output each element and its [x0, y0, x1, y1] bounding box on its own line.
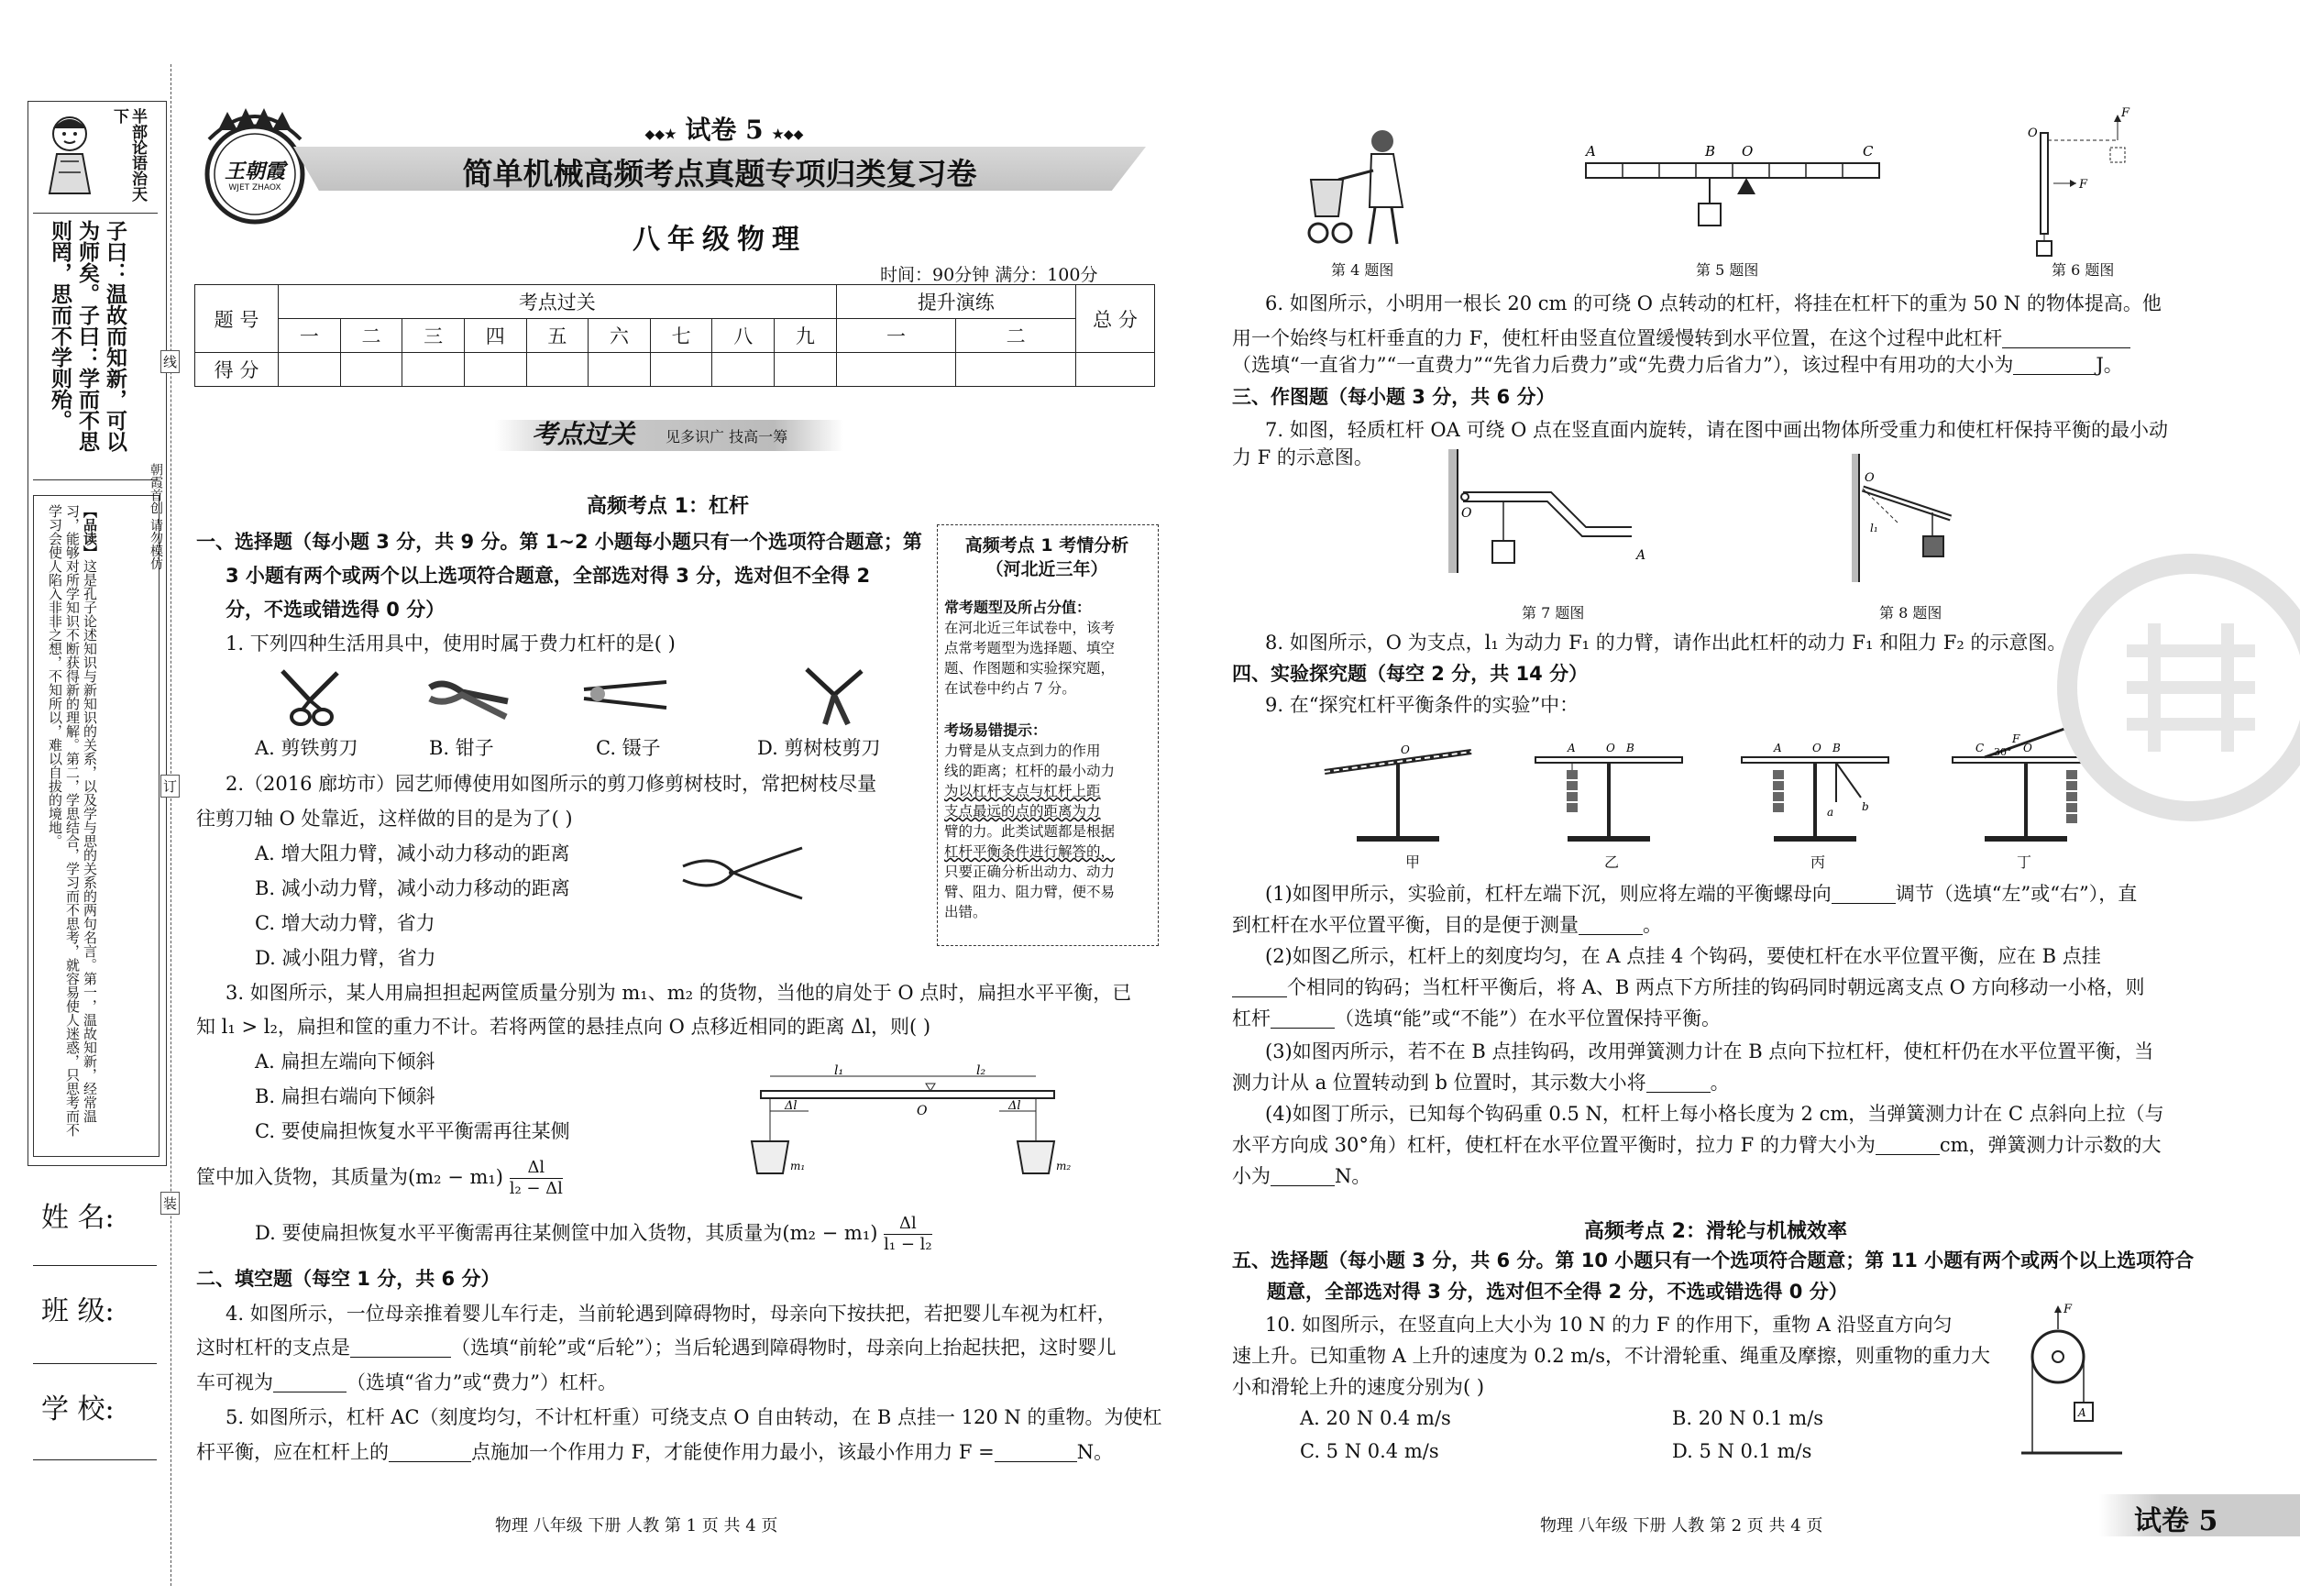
- pruning-shears-icon: [798, 660, 871, 729]
- svg-text:O: O: [1865, 471, 1875, 485]
- answer-blank[interactable]: [1876, 1134, 1940, 1155]
- note-p2-line: 为以杠杆支点与杠杆上距: [944, 783, 1101, 799]
- svg-text:F: F: [2063, 1303, 2073, 1316]
- q2-option-a: A. 增大阻力臂，减小动力移动的距离: [255, 842, 570, 864]
- note-p2-line: 力臂是从支点到力的作用: [944, 743, 1101, 759]
- corner-paper-number: 试卷 5: [2134, 1505, 2218, 1537]
- q9-4-line3: [1232, 1159, 1370, 1194]
- q1-option-c: C. 镊子: [596, 737, 661, 759]
- fig5-caption: 第 5 题图: [1696, 261, 1759, 279]
- note-p1-line: 在试卷中约占 7 分。: [944, 680, 1076, 697]
- svg-text:B: B: [1705, 143, 1716, 160]
- note-p2-line: 出错。: [944, 904, 987, 920]
- col-t2: 二: [956, 319, 1076, 353]
- answer-blank[interactable]: [2002, 327, 2130, 348]
- q10-option-a: A. 20 N 0.4 m/s: [1300, 1407, 1451, 1429]
- col-3: 三: [402, 319, 465, 353]
- experiment-fig-yi: [1531, 733, 1687, 853]
- sec1-line1: 一、选择题（每小题 3 分，共 9 分。第 1~2 小题每小题只有一个选项符合题意；第: [196, 531, 922, 553]
- q4-text: 这时杠杆的支点是: [196, 1337, 350, 1359]
- score-cell[interactable]: [589, 353, 651, 387]
- svg-text:O: O: [2023, 742, 2032, 754]
- sidebar-reading: [46, 504, 98, 1146]
- svg-text:C: C: [1863, 143, 1874, 160]
- q9-3-line2: [1232, 1065, 1730, 1100]
- class-label: 班 级:: [41, 1295, 115, 1327]
- score-cell[interactable]: [464, 353, 526, 387]
- sidebar-top-label: 半部论语治天下: [110, 108, 147, 202]
- score-cell[interactable]: [1076, 353, 1155, 387]
- answer-blank[interactable]: [350, 1337, 451, 1358]
- q1-option-d: D. 剪树枝剪刀: [757, 737, 881, 759]
- cut-mark-1: 线: [160, 350, 180, 373]
- answer-blank[interactable]: [1646, 1072, 1711, 1093]
- svg-text:O: O: [1401, 743, 1410, 756]
- q9-3-line1: (3)如图丙所示，若不在 B 点挂钩码，改用弹簧测力计在 B 点向下拉杠杆，使杠杆仍在水平位置平衡，当: [1265, 1040, 2154, 1062]
- brand-logo-sub: WJET ZHAOX: [228, 183, 281, 193]
- note-p1-line: 在河北近三年试卷中，该考: [944, 620, 1116, 636]
- q3-option-d: [255, 1214, 932, 1255]
- col-2: 二: [340, 319, 402, 353]
- q4-text: （选填“省力”或“费力”）杠杆。: [347, 1371, 617, 1393]
- row-label-score: 得 分: [195, 353, 279, 387]
- sidebar-side-note: 朝霞首创 请勿模仿: [149, 463, 163, 570]
- left-footer: 物理 八年级 下册 人教 第 1 页 共 4 页: [495, 1516, 778, 1535]
- col-5: 五: [526, 319, 589, 353]
- q10-line2: 速上升。已知重物 A 上升的速度为 0.2 m/s，不计滑轮重、绳重及摩擦，则重物的重力大: [1232, 1345, 1991, 1367]
- paper-number-text: 试卷 5: [685, 115, 764, 145]
- note-p2-line: 只要正确分析出动力、动力: [944, 864, 1116, 880]
- garden-shears-figure: [678, 843, 807, 908]
- right-footer: 物理 八年级 下册 人教 第 2 页 共 4 页: [1540, 1516, 1823, 1535]
- class-field-line[interactable]: [33, 1363, 157, 1364]
- q4-line3: [196, 1365, 617, 1400]
- school-field-line[interactable]: [33, 1459, 157, 1460]
- score-cell[interactable]: [712, 353, 775, 387]
- q6-line1: 6. 如图所示，小明用一根长 20 cm 的可绕 O 点转动的杠杆，将挂在杠杆下的重为 50 N 的物体提高。他: [1265, 292, 2162, 314]
- banner-title: 考点过关: [532, 419, 635, 449]
- experiment-fig-jia: [1320, 733, 1476, 853]
- total-label: 总 分: [1076, 285, 1155, 353]
- stroller-mother-figure: [1302, 125, 1421, 248]
- col-6: 六: [589, 319, 651, 353]
- svg-text:m₂: m₂: [1056, 1160, 1072, 1172]
- sec5-line2: 题意，全部选对得 3 分，选对但不全得 2 分，不选或错选得 0 分）: [1267, 1281, 1848, 1303]
- score-cell[interactable]: [279, 353, 341, 387]
- tweezers-icon: [579, 671, 671, 717]
- q9-2-line2: [1232, 970, 2145, 1005]
- q4-line2: [196, 1330, 1116, 1365]
- tin-snips-icon: [273, 664, 347, 728]
- subject-subtitle: 八年级物理: [633, 224, 807, 256]
- answer-blank[interactable]: [1271, 1007, 1335, 1029]
- col-1: 一: [279, 319, 341, 353]
- score-cell[interactable]: [526, 353, 589, 387]
- q9-4-line2: [1232, 1128, 2162, 1162]
- note-p1-line: 题、作图题和实验探究题，: [944, 660, 1116, 677]
- q4-text: （选填“前轮”或“后轮”）；当后轮遇到障碍物时，母亲向上抬起扶把，这时婴儿: [451, 1337, 1117, 1359]
- q9-1-line2: [1232, 908, 1662, 942]
- svg-text:O: O: [1461, 506, 1472, 521]
- school-label: 学 校:: [41, 1393, 115, 1425]
- note-p2-line: 臂、阻力、阻力臂，便不易: [944, 884, 1116, 900]
- fig6-caption: 第 6 题图: [2052, 261, 2115, 279]
- svg-text:O: O: [1812, 742, 1821, 754]
- svg-text:C: C: [1975, 742, 1985, 754]
- q6-text: J。: [2096, 354, 2123, 376]
- q5-line2: [196, 1435, 1113, 1469]
- q9-text: （选填“能”或“不能”）在水平位置保持平衡。: [1335, 1007, 1721, 1029]
- note-title-1: 高频考点 1 考情分析: [964, 535, 1129, 556]
- frac-den: l₂ − Δl: [509, 1179, 563, 1198]
- answer-blank[interactable]: [389, 1441, 471, 1462]
- svg-text:b: b: [1862, 800, 1869, 813]
- bent-lever-figure: [1448, 449, 1668, 578]
- q7-line1: 7. 如图，轻质杠杆 OA 可绕 O 点在竖直面内旋转，请在图中画出物体所受重力和使杠杆保持平衡的最小动: [1265, 419, 2169, 441]
- score-cell[interactable]: [340, 353, 402, 387]
- q10-option-d: D. 5 N 0.1 m/s: [1672, 1440, 1812, 1462]
- q3-option-c-cont: [196, 1158, 563, 1199]
- sec1-line2: 3 小题有两个或两个以上选项符合题意，全部选对得 3 分，选对但不全得 2: [226, 565, 871, 587]
- svg-text:l₁: l₁: [1870, 522, 1878, 534]
- q3-line1: 3. 如图所示，某人用扁担担起两筐质量分别为 m₁、m₂ 的货物，当他的肩处于 O 点时，扁担水平平衡，已: [226, 982, 1132, 1004]
- score-cell[interactable]: [775, 353, 837, 387]
- note-para-1: [944, 618, 1115, 699]
- svg-text:a: a: [1827, 806, 1834, 819]
- sec5-line1: 五、选择题（每小题 3 分，共 6 分。第 10 小题只有一个选项符合题意；第 11 小题有两个或两个以上选项符合: [1232, 1249, 2195, 1271]
- sidebar-reading-title: 【品读】: [82, 504, 98, 559]
- q5-text: N。: [1076, 1441, 1114, 1463]
- q9-text: 杠杆: [1232, 1007, 1271, 1029]
- q9-text: cm，弹簧测力计示数的大: [1939, 1134, 2162, 1156]
- q9-2-line1: (2)如图乙所示，杠杆上的刻度均匀，在 A 点挂 4 个钩码，要使杠杆在水平位置平衡，应在 B 点挂: [1265, 945, 2101, 967]
- svg-text:O: O: [2028, 127, 2038, 140]
- cut-mark-2: 订: [160, 775, 180, 798]
- q7-line2: 力 F 的示意图。: [1232, 446, 1373, 468]
- q5-text: 点施加一个作用力 F，才能使作用力最小，该最小作用力 F =: [471, 1441, 995, 1463]
- q9-text: 水平方向成 30°角）杠杆，使杠杆在水平位置平衡时，拉力 F 的力臂大小为: [1232, 1134, 1876, 1156]
- q3-d-fraction: [884, 1214, 931, 1255]
- q9-text: 个相同的钩码；当杠杆平衡后，将 A、B 两点下方所挂的钩码同时朝远离支点 O 方向移动一小格，则: [1287, 976, 2145, 998]
- banner-slogan: 见多识广 技高一筹: [666, 428, 788, 446]
- note-p2-line: 杠杆平衡条件进行解答的，: [944, 843, 1116, 860]
- q8: 8. 如图所示，O 为支点，l₁ 为动力 F₁ 的力臂，请作出此杠杆的动力 F₁ 和阻力 F₂ 的示意图。: [1265, 632, 2067, 654]
- col-8: 八: [712, 319, 775, 353]
- fig9-label-ding: 丁: [2017, 853, 2032, 871]
- score-cell[interactable]: [650, 353, 712, 387]
- svg-text:m₁: m₁: [790, 1160, 806, 1172]
- q1: 1. 下列四种生活用具中，使用时属于费力杠杆的是( ): [226, 633, 676, 655]
- q3-c-fraction: [510, 1158, 563, 1199]
- sec3-heading: 三、作图题（每小题 3 分，共 6 分）: [1232, 386, 1556, 408]
- svg-text:O: O: [1606, 742, 1615, 754]
- note-para-2: [944, 741, 1115, 922]
- frac-num: Δl: [884, 1214, 931, 1235]
- svg-text:O: O: [917, 1104, 928, 1118]
- col-9: 九: [775, 319, 837, 353]
- note-p2-line: 支点最远的点的距离为力: [944, 803, 1101, 820]
- q3-line2: 知 l₁ > l₂，扁担和筐的重力不计。若将两筐的悬挂点向 O 点移近相同的距离 Δl，则( ): [196, 1016, 931, 1038]
- q2-line2: 往剪刀轴 O 处靠近，这样做的目的是为了( ): [196, 808, 573, 830]
- q3-option-a: A. 扁担左端向下倾斜: [255, 1051, 435, 1073]
- q2-line1: 2.（2016 廊坊市）园艺师傅使用如图所示的剪刀修剪树枝时，常把树枝尽量: [226, 773, 877, 795]
- answer-blank[interactable]: [1232, 976, 1287, 997]
- svg-text:B: B: [1626, 742, 1634, 754]
- answer-blank[interactable]: [1579, 914, 1643, 935]
- q9-text: 到杠杆在水平位置平衡，目的是便于测量: [1232, 914, 1579, 936]
- score-cell[interactable]: [956, 353, 1076, 387]
- note-p2-line: 线的距离；杠杆的最小动力: [944, 763, 1116, 779]
- svg-text:A: A: [2078, 1406, 2086, 1419]
- topic2-heading: 高频考点 2：滑轮与机械效率: [1584, 1220, 1847, 1243]
- svg-text:F: F: [2121, 106, 2130, 120]
- q10-line1: 10. 如图所示，在竖直向上大小为 10 N 的力 F 的作用下，重物 A 沿竖直方向匀: [1265, 1314, 1953, 1336]
- q9: 9. 在“探究杠杆平衡条件的实验”中：: [1265, 694, 1579, 716]
- fig9-label-jia: 甲: [1405, 853, 1421, 871]
- svg-text:l₂: l₂: [976, 1063, 986, 1078]
- fig4-caption: 第 4 题图: [1331, 261, 1394, 279]
- q9-text: 调节（选填“左”或“右”），直: [1895, 883, 2138, 905]
- sec4-heading: 四、实验探究题（每空 2 分，共 14 分）: [1232, 663, 1589, 685]
- fig9-label-bing: 丙: [1810, 853, 1826, 871]
- score-cell[interactable]: [836, 353, 956, 387]
- svg-text:F: F: [2012, 732, 2020, 745]
- q9-text: 小为: [1232, 1165, 1271, 1187]
- col-7: 七: [650, 319, 712, 353]
- svg-text:B: B: [1832, 742, 1841, 754]
- sidebar-reading-text: 这是孔子论述知识与新知识的关系，以及学与思的关系的两句名言。第一，温故知新，经常温习，能够对所学知识不断获得新的理解。第二，学思结合，学习而不思考，就容易使人迷惑，只思考而不学习会使人陷入非非之想，不知所以，难以自拔的境地。: [47, 504, 98, 1137]
- col-4: 四: [464, 319, 526, 353]
- pulley-figure: [2021, 1302, 2131, 1462]
- q3-option-b: B. 扁担右端向下倾斜: [255, 1085, 435, 1107]
- note-heading-1: 常考题型及所占分值：: [944, 599, 1092, 616]
- lever-ac-figure: [1577, 138, 1888, 238]
- experiment-fig-bing: [1737, 733, 1893, 853]
- shoulder-pole-figure: [743, 1063, 1073, 1183]
- q2-option-b: B. 减小动力臂，减小动力移动的距离: [255, 877, 570, 899]
- rotating-lever-figure: [2026, 105, 2136, 261]
- brand-logo-text: 王朝霞: [224, 160, 285, 183]
- q9-2-line3: [1232, 1001, 1721, 1036]
- note-p2-line: 臂的力。此类试题都是根据: [944, 823, 1116, 840]
- group-kaodian: 考点过关: [279, 285, 837, 319]
- q10-option-b: B. 20 N 0.1 m/s: [1672, 1407, 1824, 1429]
- note-p1-line: 点常考题型为选择题、填空: [944, 640, 1116, 656]
- q6-text: 用一个始终与杠杆垂直的力 F，使杠杆由竖直位置缓慢转到水平位置，在这个过程中此杠杆: [1232, 327, 2003, 349]
- fig8-caption: 第 8 题图: [1879, 604, 1942, 622]
- name-field-line[interactable]: [33, 1265, 157, 1266]
- svg-text:A: A: [1774, 742, 1782, 754]
- answer-blank[interactable]: [1832, 883, 1896, 904]
- page-title: 简单机械高频考点真题专项归类复习卷: [462, 156, 977, 192]
- frac-num: Δl: [510, 1158, 563, 1179]
- q9-4-line1: (4)如图丁所示，已知每个钩码重 0.5 N，杠杆上每小格长度为 2 cm，当弹簧测力计在 C 点斜向上拉（与: [1265, 1103, 2164, 1125]
- q4-text: 车可视为: [196, 1371, 273, 1393]
- q9-text: N。: [1335, 1165, 1371, 1187]
- fig7-caption: 第 7 题图: [1522, 604, 1585, 622]
- score-cell[interactable]: [402, 353, 465, 387]
- svg-text:F: F: [2079, 178, 2088, 192]
- svg-text:A: A: [1586, 143, 1596, 160]
- sec1-line3: 分，不选或错选得 0 分）: [226, 599, 446, 621]
- q9-text: 测力计从 a 位置转动到 b 位置时，其示数大小将: [1232, 1072, 1646, 1094]
- paper-number: ◆◆★ 试卷 5 ★◆◆: [644, 115, 804, 145]
- answer-blank[interactable]: [2013, 354, 2096, 375]
- svg-text:A: A: [1568, 742, 1576, 754]
- answer-blank[interactable]: [1271, 1165, 1335, 1186]
- cut-mark-3: 装: [160, 1192, 180, 1215]
- q1-option-b: B. 钳子: [429, 737, 494, 759]
- q1-option-a: A. 剪铁剪刀: [255, 737, 358, 759]
- q6-line3: [1232, 347, 2123, 382]
- q2-option-c: C. 增大动力臂，省力: [255, 912, 435, 934]
- q10-option-c: C. 5 N 0.4 m/s: [1300, 1440, 1439, 1462]
- svg-text:O: O: [1742, 143, 1754, 160]
- q2-option-d: D. 减小阻力臂，省力: [255, 947, 436, 969]
- q3-option-c: C. 要使扁担恢复水平平衡需再往某侧: [255, 1120, 570, 1142]
- svg-text:A: A: [1636, 548, 1646, 563]
- confucius-illustration: [33, 106, 106, 198]
- svg-text:Δl: Δl: [1008, 1099, 1021, 1113]
- topic1-heading: 高频考点 1：杠杆: [587, 495, 749, 518]
- svg-text:Δl: Δl: [785, 1099, 798, 1113]
- q5-line1: 5. 如图所示，杠杆 AC（刻度均匀，不计杠杆重）可绕支点 O 自由转动，在 B 点挂一 120 N 的重物。为使杠: [226, 1406, 1162, 1428]
- svg-text:l₁: l₁: [834, 1063, 844, 1078]
- group-tisheng: 提升演练: [836, 285, 1075, 319]
- row-label-question: 题 号: [195, 285, 279, 353]
- q9-text: (1)如图甲所示，实验前，杠杆左端下沉，则应将左端的平衡螺母向: [1265, 883, 1832, 905]
- frac-den: l₁ − l₂: [884, 1235, 932, 1254]
- note-heading-2: 考场易错提示：: [944, 721, 1048, 739]
- name-label: 姓 名:: [41, 1202, 115, 1234]
- q3-d-text: D. 要使扁担恢复水平平衡需再往某侧筐中加入货物，其质量为(m₂ − m₁): [255, 1222, 878, 1244]
- sidebar-quote: 子曰：温故而知新，可以为师矣。子曰：学而不思则罔，思而不学则殆。: [48, 220, 127, 452]
- col-t1: 一: [836, 319, 956, 353]
- answer-blank[interactable]: [273, 1371, 347, 1392]
- watermark-seal: [2044, 550, 2300, 825]
- time-info: 时间：90分钟 满分：100分: [880, 265, 1098, 285]
- sec2-heading: 二、填空题（每空 1 分，共 6 分）: [196, 1268, 501, 1290]
- fig9-label-yi: 乙: [1604, 853, 1620, 871]
- score-table: [194, 284, 1155, 387]
- q9-1-line1: [1265, 876, 2137, 911]
- q9-text: 。: [1643, 914, 1662, 936]
- note-title-2: （河北近三年）: [985, 559, 1108, 579]
- answer-blank[interactable]: [995, 1441, 1077, 1462]
- svg-text:30°: 30°: [1994, 746, 2012, 758]
- q4-line1: 4. 如图所示，一位母亲推着婴儿车行走，当前轮遇到障碍物时，母亲向下按扶把，若把婴儿车视为杠杆，: [226, 1303, 1117, 1325]
- q5-text: 杆平衡，应在杠杆上的: [196, 1441, 389, 1463]
- q9-text: 。: [1710, 1072, 1730, 1094]
- q10-line3: 小和滑轮上升的速度分别为( ): [1232, 1376, 1485, 1398]
- pliers-icon: [425, 669, 512, 724]
- inclined-lever-figure: [1843, 454, 1962, 587]
- q6-text: （选填“一直省力”“一直费力”“先省力后费力”或“先费力后省力”），该过程中有用功的大小为: [1232, 354, 2014, 376]
- q3-c-text: 筐中加入货物，其质量为(m₂ − m₁): [196, 1166, 503, 1188]
